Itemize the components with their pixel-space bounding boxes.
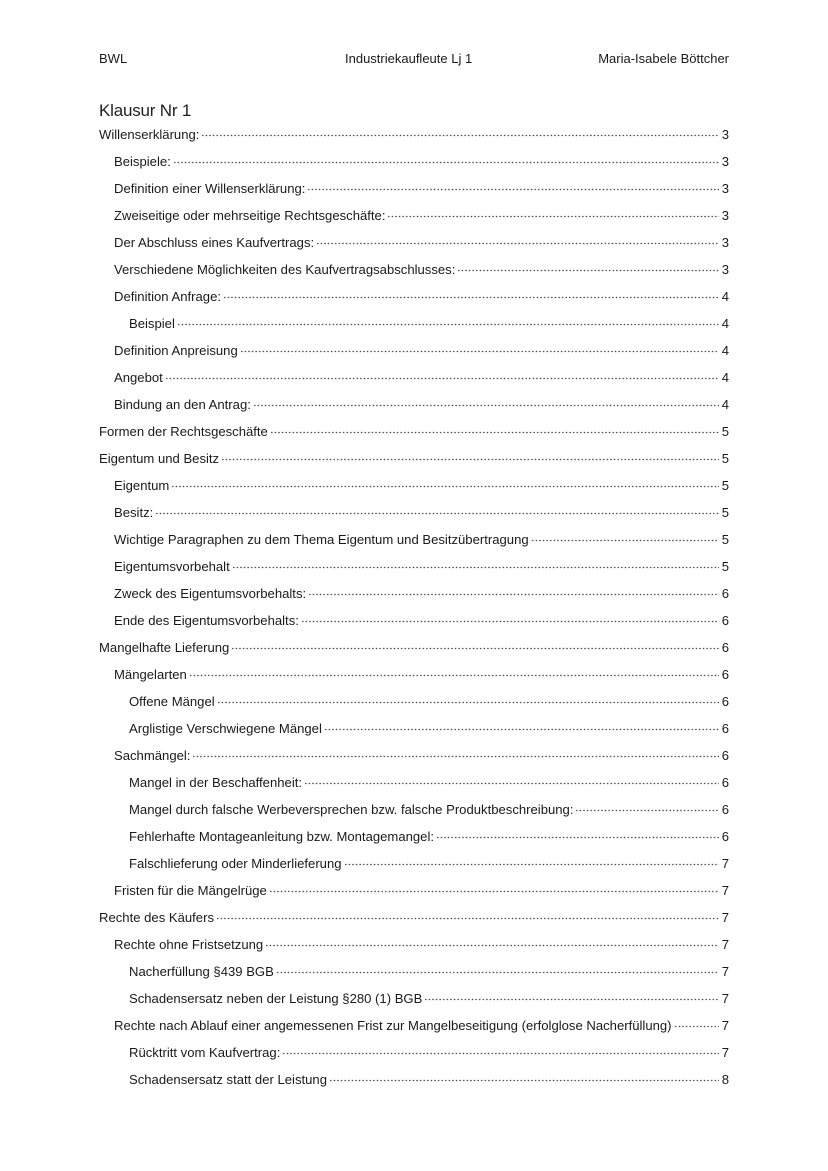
toc-entry-page-number: 3 xyxy=(721,208,729,223)
toc-entry-label: Offene Mängel xyxy=(129,694,215,709)
toc-dot-leader xyxy=(436,833,719,842)
toc-entry-page-number: 3 xyxy=(721,127,729,142)
toc-entry[interactable] xyxy=(99,202,729,229)
toc-entry[interactable] xyxy=(99,364,729,391)
toc-entry[interactable] xyxy=(99,391,729,418)
toc-entry-label: Der Abschluss eines Kaufvertrags: xyxy=(114,235,315,250)
toc-entry-page-number: 7 xyxy=(721,883,729,898)
toc-entry-page-number: 7 xyxy=(721,991,729,1006)
toc-dot-leader xyxy=(269,887,719,896)
toc-entry[interactable] xyxy=(99,607,729,634)
toc-entry[interactable] xyxy=(99,1012,729,1039)
toc-dot-leader xyxy=(265,941,719,950)
toc-entry[interactable] xyxy=(99,229,729,256)
toc-entry-page-number: 4 xyxy=(721,397,729,412)
toc-entry[interactable] xyxy=(99,715,729,742)
document-title: Klausur Nr 1 xyxy=(99,101,192,120)
toc-dot-leader xyxy=(216,914,719,923)
toc-entry[interactable] xyxy=(99,796,729,823)
toc-entry[interactable] xyxy=(99,472,729,499)
toc-entry-page-number: 7 xyxy=(721,910,729,925)
toc-entry-page-number: 3 xyxy=(721,154,729,169)
toc-entry-page-number: 7 xyxy=(721,1045,729,1060)
toc-entry[interactable] xyxy=(99,445,729,472)
toc-entry[interactable] xyxy=(99,580,729,607)
toc-entry[interactable] xyxy=(99,418,729,445)
toc-entry-page-number: 7 xyxy=(721,937,729,952)
toc-entry[interactable] xyxy=(99,769,729,796)
toc-entry-label: Mangelhafte Lieferung xyxy=(99,640,230,655)
toc-entry-label: Bindung an den Antrag: xyxy=(114,397,251,412)
toc-entry-page-number: 4 xyxy=(721,370,729,385)
toc-dot-leader xyxy=(304,779,719,788)
toc-entry-page-number: 7 xyxy=(721,1018,729,1033)
toc-entry-label: Sachmängel: xyxy=(114,748,191,763)
header-course: Industriekaufleute Lj 1 xyxy=(345,51,473,66)
toc-entry-label: Definition Anfrage: xyxy=(114,289,222,304)
toc-entry-page-number: 7 xyxy=(721,964,729,979)
toc-entry-page-number: 4 xyxy=(721,289,729,304)
toc-dot-leader xyxy=(221,455,719,464)
toc-entry[interactable] xyxy=(99,175,729,202)
toc-entry-label: Definition einer Willenserklärung: xyxy=(114,181,306,196)
toc-entry-page-number: 6 xyxy=(721,613,729,628)
toc-dot-leader xyxy=(308,590,719,599)
toc-entry-page-number: 6 xyxy=(721,694,729,709)
toc-entry-page-number: 6 xyxy=(721,721,729,736)
toc-dot-leader xyxy=(189,671,719,680)
toc-entry-page-number: 5 xyxy=(721,532,729,547)
toc-entry-label: Willenserklärung: xyxy=(99,127,200,142)
toc-entry[interactable] xyxy=(99,931,729,958)
header-subject: BWL xyxy=(99,51,128,66)
toc-entry-page-number: 6 xyxy=(721,667,729,682)
toc-dot-leader xyxy=(316,239,719,248)
toc-entry[interactable] xyxy=(99,1066,729,1093)
toc-dot-leader xyxy=(232,563,719,572)
toc-entry-label: Eigentumsvorbehalt xyxy=(114,559,230,574)
toc-entry-label: Nacherfüllung §439 BGB xyxy=(129,964,274,979)
toc-entry-label: Fristen für die Mängelrüge xyxy=(114,883,267,898)
toc-dot-leader xyxy=(575,806,719,815)
toc-entry-label: Mängelarten xyxy=(114,667,187,682)
toc-dot-leader xyxy=(324,725,719,734)
toc-entry[interactable] xyxy=(99,850,729,877)
toc-entry-page-number: 5 xyxy=(721,478,729,493)
toc-dot-leader xyxy=(192,752,719,761)
toc-entry-label: Rechte des Käufers xyxy=(99,910,214,925)
header-author: Maria-Isabele Böttcher xyxy=(598,51,729,66)
toc-entry-page-number: 5 xyxy=(721,424,729,439)
toc-entry-page-number: 5 xyxy=(721,559,729,574)
toc-entry-label: Rücktritt vom Kaufvertrag: xyxy=(129,1045,281,1060)
toc-entry-label: Angebot xyxy=(114,370,163,385)
toc-entry-label: Eigentum und Besitz xyxy=(99,451,220,466)
toc-entry-label: Schadensersatz statt der Leistung xyxy=(129,1072,327,1087)
toc-entry[interactable] xyxy=(99,526,729,553)
page-header xyxy=(99,51,729,69)
toc-entry-page-number: 5 xyxy=(721,451,729,466)
toc-entry-label: Beispiele: xyxy=(114,154,171,169)
toc-dot-leader xyxy=(674,1022,719,1031)
toc-entry-label: Rechte nach Ablauf einer angemessenen Frist zur Mangelbeseitigung (erfolglose Nacherfüllung) xyxy=(114,1018,672,1033)
toc-entry-label: Wichtige Paragraphen zu dem Thema Eigentum und Besitzübertragung xyxy=(114,532,529,547)
toc-dot-leader xyxy=(165,374,719,383)
toc-entry-label: Eigentum xyxy=(114,478,170,493)
toc-entry[interactable] xyxy=(99,337,729,364)
toc-entry[interactable] xyxy=(99,634,729,661)
toc-entry-page-number: 6 xyxy=(721,748,729,763)
toc-entry-page-number: 6 xyxy=(721,829,729,844)
toc-entry-page-number: 3 xyxy=(721,262,729,277)
toc-dot-leader xyxy=(282,1049,719,1058)
toc-entry[interactable] xyxy=(99,553,729,580)
toc-entry-label: Arglistige Verschwiegene Mängel xyxy=(129,721,322,736)
toc-dot-leader xyxy=(173,158,719,167)
toc-dot-leader xyxy=(329,1076,719,1085)
toc-entry-page-number: 6 xyxy=(721,775,729,790)
toc-entry[interactable] xyxy=(99,310,729,337)
toc-entry-label: Definition Anpreisung xyxy=(114,343,238,358)
toc-entry-page-number: 3 xyxy=(721,235,729,250)
toc-entry-label: Formen der Rechtsgeschäfte xyxy=(99,424,268,439)
toc-entry-page-number: 4 xyxy=(721,343,729,358)
toc-entry-page-number: 4 xyxy=(721,316,729,331)
toc-entry-label: Mangel durch falsche Werbeversprechen bzw. falsche Produktbeschreibung: xyxy=(129,802,574,817)
toc-entry-page-number: 6 xyxy=(721,802,729,817)
toc-entry-label: Ende des Eigentumsvorbehalts: xyxy=(114,613,299,628)
toc-dot-leader xyxy=(387,212,719,221)
toc-entry-page-number: 6 xyxy=(721,640,729,655)
toc-entry[interactable] xyxy=(99,148,729,175)
toc-dot-leader xyxy=(155,509,719,518)
toc-entry[interactable] xyxy=(99,823,729,850)
toc-entry-label: Zweck des Eigentumsvorbehalts: xyxy=(114,586,307,601)
toc-entry[interactable] xyxy=(99,256,729,283)
toc-dot-leader xyxy=(240,347,719,356)
toc-entry-label: Schadensersatz neben der Leistung §280 (1) BGB xyxy=(129,991,423,1006)
toc-entry[interactable] xyxy=(99,1039,729,1066)
toc-entry-page-number: 7 xyxy=(721,856,729,871)
toc-entry-label: Beispiel xyxy=(129,316,175,331)
toc-entry[interactable] xyxy=(99,904,729,931)
toc-entry[interactable] xyxy=(99,985,729,1012)
toc-entry[interactable] xyxy=(99,688,729,715)
toc-entry-page-number: 5 xyxy=(721,505,729,520)
toc-dot-leader xyxy=(276,968,719,977)
toc-dot-leader xyxy=(424,995,719,1004)
toc-entry-label: Besitz: xyxy=(114,505,154,520)
toc-dot-leader xyxy=(531,536,719,545)
toc-dot-leader xyxy=(270,428,719,437)
toc-dot-leader xyxy=(457,266,719,275)
toc-entry-page-number: 3 xyxy=(721,181,729,196)
toc-entry-label: Rechte ohne Fristsetzung xyxy=(114,937,264,952)
toc-entry[interactable] xyxy=(99,958,729,985)
toc-dot-leader xyxy=(344,860,719,869)
toc-entry-label: Falschlieferung oder Minderlieferung xyxy=(129,856,342,871)
toc-entry[interactable] xyxy=(99,283,729,310)
toc-entry[interactable] xyxy=(99,121,729,148)
toc-entry-page-number: 6 xyxy=(721,586,729,601)
toc-entry[interactable] xyxy=(99,499,729,526)
toc-dot-leader xyxy=(201,131,719,140)
toc-dot-leader xyxy=(223,293,719,302)
toc-entry-label: Mangel in der Beschaffenheit: xyxy=(129,775,302,790)
toc-entry[interactable] xyxy=(99,661,729,688)
toc-dot-leader xyxy=(171,482,719,491)
toc-entry-label: Verschiedene Möglichkeiten des Kaufvertragsabschlusses: xyxy=(114,262,456,277)
toc-dot-leader xyxy=(307,185,719,194)
toc-entry-label: Fehlerhafte Montageanleitung bzw. Montagemangel: xyxy=(129,829,434,844)
toc-entry[interactable] xyxy=(99,877,729,904)
table-of-contents xyxy=(99,121,729,1093)
toc-dot-leader xyxy=(217,698,719,707)
toc-dot-leader xyxy=(253,401,719,410)
toc-entry-label: Zweiseitige oder mehrseitige Rechtsgeschäfte: xyxy=(114,208,386,223)
toc-entry[interactable] xyxy=(99,742,729,769)
toc-dot-leader xyxy=(301,617,719,626)
toc-dot-leader xyxy=(177,320,719,329)
toc-entry-page-number: 8 xyxy=(721,1072,729,1087)
toc-dot-leader xyxy=(231,644,719,653)
